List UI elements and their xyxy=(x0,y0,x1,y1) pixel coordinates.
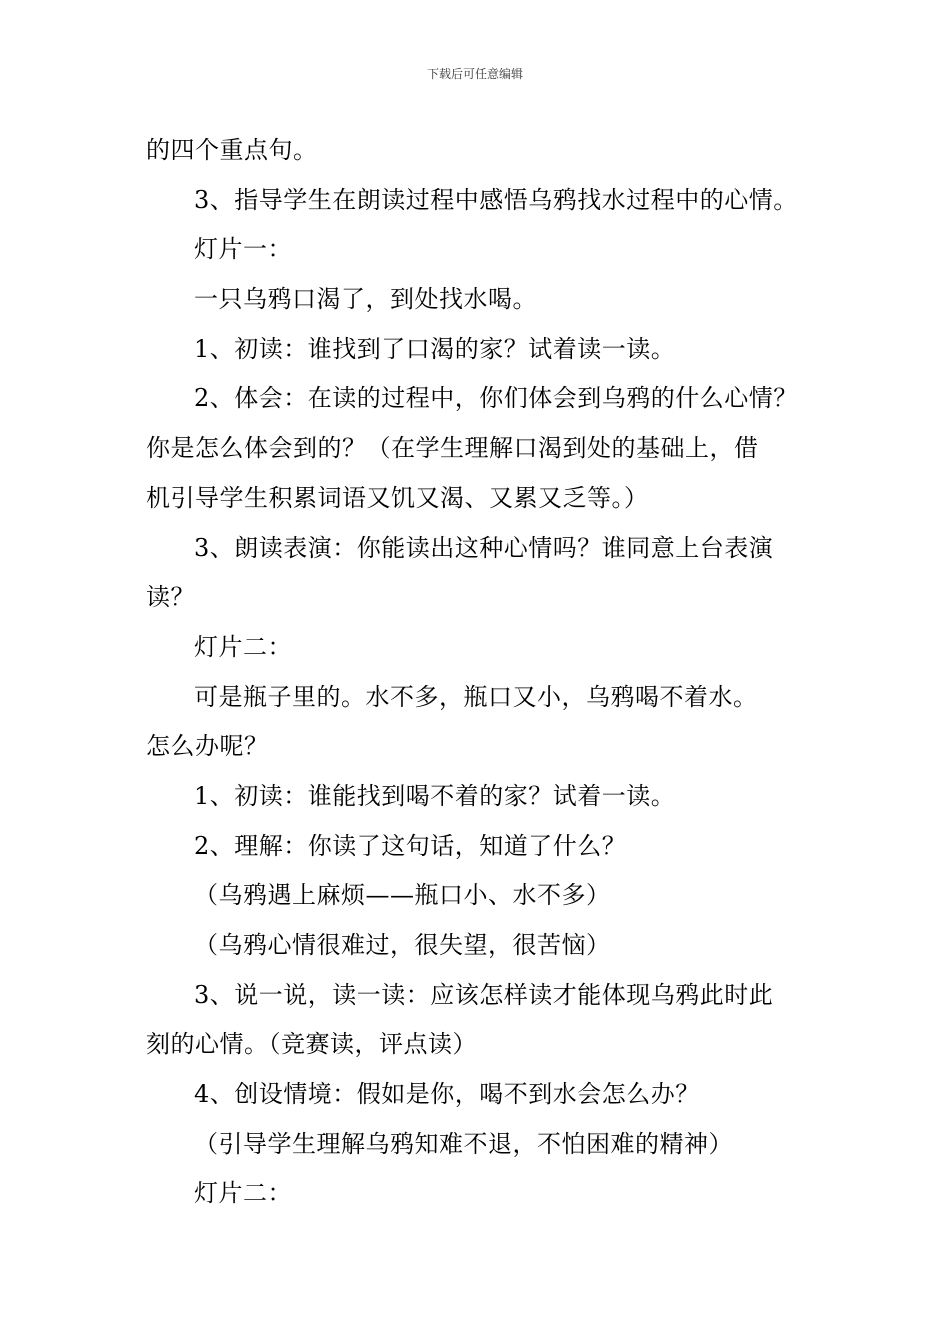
paragraph-line: 2、体会：在读的过程中，你们体会到乌鸦的什么心情？ xyxy=(194,384,798,413)
paragraph-line: 1、初读：谁找到了口渴的家？试着读一读。 xyxy=(194,334,676,363)
paragraph-line: 3、朗读表演：你能读出这种心情吗？谁同意上台表演 xyxy=(194,533,774,562)
paragraph-line: 1、初读：谁能找到喝不着的家？试着一读。 xyxy=(194,781,676,810)
slide-heading: 灯片二： xyxy=(194,632,292,661)
slide-heading: 灯片一： xyxy=(194,235,292,264)
paragraph-line: 你是怎么体会到的？（在学生理解口渴到处的基础上，借 xyxy=(146,434,759,463)
paragraph-line: （乌鸦遇上麻烦——瓶口小、水不多） xyxy=(194,881,611,910)
paragraph-line: 的四个重点句。 xyxy=(146,136,318,164)
paragraph-line: 机引导学生积累词语又饥又渴、又累又乏等。） xyxy=(146,483,649,512)
paragraph-line: 读？ xyxy=(146,583,195,612)
slide-heading: 灯片二： xyxy=(194,1179,292,1208)
paragraph-line: （乌鸦心情很难过，很失望，很苦恼） xyxy=(194,931,611,959)
paragraph-line: 刻的心情。（竞赛读，评点读） xyxy=(146,1030,477,1059)
paragraph-line: 3、说一说，读一读：应该怎样读才能体现乌鸦此时此 xyxy=(194,980,774,1009)
paragraph-line: 3、指导学生在朗读过程中感悟乌鸦找水过程中的心情。 xyxy=(194,185,798,214)
paragraph-line: 怎么办呢？ xyxy=(146,732,269,761)
paragraph-line: 2、理解：你读了这句话，知道了什么？ xyxy=(194,831,627,860)
paragraph-line: （引导学生理解乌鸦知难不退，不怕困难的精神） xyxy=(194,1129,733,1158)
document-body xyxy=(146,126,826,1219)
page-header: 下载后可任意编辑 xyxy=(426,67,523,81)
paragraph-line: 一只乌鸦口渴了，到处找水喝。 xyxy=(194,285,537,314)
paragraph-line: 可是瓶子里的。水不多，瓶口又小，乌鸦喝不着水。 xyxy=(194,682,758,711)
paragraph-line: 4、创设情境：假如是你，喝不到水会怎么办？ xyxy=(194,1080,700,1109)
